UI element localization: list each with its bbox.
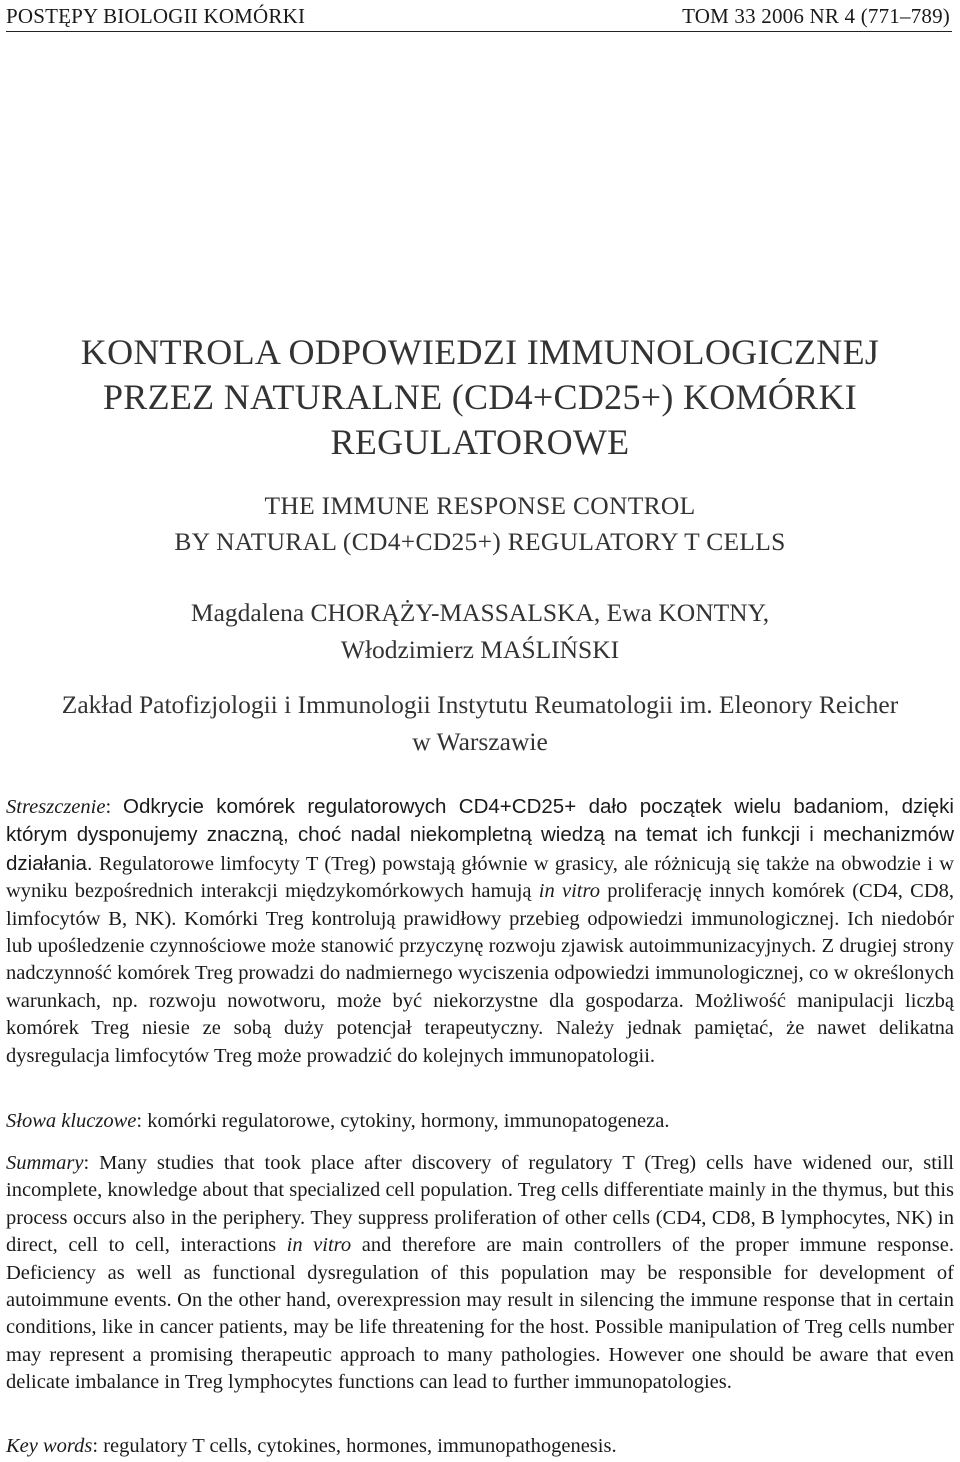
affiliation-line2: w Warszawie: [412, 727, 548, 756]
keywords-polish: [6, 1108, 954, 1135]
abstract-polish-body-1: Regulatorowe limfocyty T (Treg) powstają głównie w grasicy, ale różnicują się także na obwodzie i w wyniku bezpośrednich interakcji międzykomórkowych hamują: [6, 852, 954, 903]
author-list: [0, 594, 960, 668]
abstract-polish: [6, 793, 954, 1070]
keywords-english-separator: :: [92, 1435, 104, 1457]
abstract-english-italic: in vitro: [286, 1234, 352, 1257]
keywords-polish-text: komórki regulatorowe, cytokiny, hormony, immunopatogeneza.: [147, 1110, 670, 1132]
affiliation: [0, 686, 960, 760]
abstract-polish-lead: Odkrycie komórek regulatorowych CD4+CD25+ dało początek wielu badaniom, dzięki którym dysponujemy znaczną, choć nadal niekompletną wiedzą na temat ich funkcji i mechanizmów działania.: [6, 795, 954, 875]
abstract-polish-separator: :: [105, 796, 123, 818]
issue-info: TOM 33 2006 NR 4 (771–789): [682, 4, 950, 28]
abstract-english-separator: :: [83, 1152, 100, 1174]
abstract-english: [6, 1150, 954, 1397]
title-english-line1: THE IMMUNE RESPONSE CONTROL: [264, 491, 696, 520]
title-polish-line1: KONTROLA ODPOWIEDZI IMMUNOLOGICZNEJ: [80, 332, 880, 372]
title-polish-line2: PRZEZ NATURALNE (CD4+CD25+) KOMÓRKI: [102, 377, 858, 417]
abstract-english-label: Summary: [6, 1152, 84, 1174]
keywords-english-label: Key words: [6, 1435, 93, 1457]
authors-line2: Włodzimierz MAŚLIŃSKI: [340, 635, 620, 664]
abstract-english-body-2: and therefore are main controllers of the proper immune response. Deficiency as well as functional dysregulation of this population may be responsible for development of autoimmune events. On the other hand, overexpression may result in silencing the immune response that in certain conditions, like in cancer patients, may be life threatening for the host. Possible manipulation of Treg cells number may represent a promising therapeutic approach to many pathologies. However one should be aware that even delicate imbalance in Treg lymphocytes functions can lead to further immunopatologies.: [6, 1234, 954, 1394]
title-polish-line3: REGULATOROWE: [330, 422, 630, 462]
title-english-line2: BY NATURAL (CD4+CD25+) REGULATORY T CELLS: [174, 527, 786, 556]
affiliation-line1: Zakład Patofizjologii i Immunologii Instytutu Reumatologii im. Eleonory Reicher: [61, 690, 899, 719]
header-rule: [6, 31, 952, 32]
abstract-polish-label: Streszczenie: [6, 796, 106, 818]
abstract-polish-italic: in vitro: [538, 880, 600, 903]
title-english: [0, 488, 960, 560]
keywords-english: [6, 1433, 954, 1460]
keywords-english-text: regulatory T cells, cytokines, hormones, immunopathogenesis.: [103, 1435, 617, 1457]
journal-name: POSTĘPY BIOLOGII KOMÓRKI: [6, 4, 306, 28]
title-polish: [0, 330, 960, 465]
authors-line1: Magdalena CHORĄŻY-MASSALSKA, Ewa KONTNY,: [190, 598, 770, 627]
abstract-english-body-1: Many studies that took place after discovery of regulatory T (Treg) cells have widened our, still incomplete, knowledge about that specialized cell population. Treg cells differentiate mainly in the thymus, but this process occurs also in the periphery. They suppress proliferation of other cells (CD4, CD8, B lymphocytes, NK) in direct, cell to cell, interactions: [6, 1152, 954, 1257]
abstract-polish-body-2: proliferację innych komórek (CD4, CD8, limfocytów B, NK). Komórki Treg kontrolują prawidłowy przebieg odpowiedzi immunologicznej. Ich niedobór lub upośledzenie czynnościowe może stanowić przyczynę rozwoju zjawisk autoimmunizacyjnych. Z drugiej strony nadczynność komórek Treg prowadzi do nadmiernego wyciszenia odpowiedzi immunologicznej, co w określonych warunkach, np. rozwoju nowotworu, może być niekorzystne dla gospodarza. Możliwość manipulacji liczbą komórek Treg niesie ze sobą duży potencjał terapeutyczny. Należy jednak pamiętać, że nawet delikatna dysregulacja limfocytów Treg może prowadzić do kolejnych immunopatologii.: [6, 880, 954, 1067]
running-header: [6, 4, 950, 34]
keywords-polish-label: Słowa kluczowe: [6, 1110, 137, 1132]
keywords-polish-separator: :: [136, 1110, 148, 1132]
